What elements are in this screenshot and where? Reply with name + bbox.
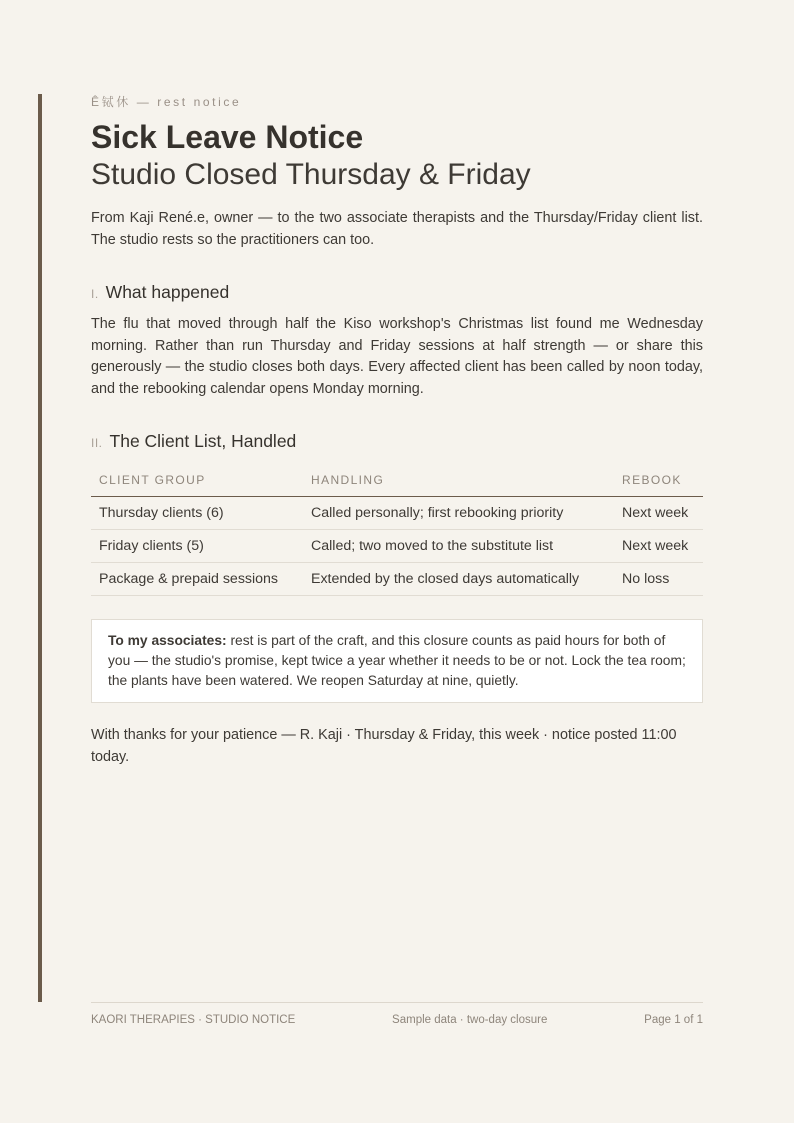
page-footer (91, 1002, 703, 1027)
footer-left: KAORI THERAPIES · STUDIO NOTICE (91, 1014, 296, 1026)
section-body: The flu that moved through half the Kiso workshop's Christmas list found me Wednesday morning. Rather than run Thursday and Friday sessions at half strength — or share this generously — the studio closes both days. Every affected client has been called by noon today, and the rebooking calendar opens Monday morning. (91, 316, 703, 397)
column-header-client-group: CLIENT GROUP (91, 472, 303, 497)
associates-note (91, 619, 703, 703)
signoff: With thanks for your patience — R. Kaji · Thursday & Friday, this week · notice posted 11:00 today. (91, 727, 677, 765)
column-header-handling: HANDLING (303, 472, 614, 497)
note-lead-in: To my associates: (108, 633, 227, 648)
section-number: I. (91, 287, 99, 301)
table-cell: Next week (614, 530, 703, 563)
footer-center: Sample data · two-day closure (392, 1014, 548, 1026)
table-cell: Next week (614, 497, 703, 530)
table-cell: Package & prepaid sessions (91, 563, 303, 596)
table-row (91, 563, 703, 596)
table-header-row (91, 472, 703, 497)
table-row (91, 530, 703, 563)
section-title: The Client List, Handled (109, 431, 297, 451)
kicker: Ê铽休 — rest notice (91, 95, 242, 109)
note-text: rest is part of the craft, and this closure counts as paid hours for both of you — the studio's promise, kept twice a year whether it needs to be or not. Lock the tea room; the plants have been watered. We reopen Saturday at nine, quietly. (108, 633, 686, 688)
section-number: II. (91, 436, 103, 450)
section-title: What happened (105, 282, 230, 302)
lead-paragraph: From Kaji René.e, owner — to the two associate therapists and the Thursday/Friday client list. The studio rests so the practitioners can too. (91, 210, 703, 248)
table-cell: Called personally; first rebooking priority (303, 497, 614, 530)
footer-page-number: Page 1 of 1 (644, 1014, 703, 1026)
client-table (91, 472, 703, 596)
section-heading-what-happened (91, 280, 703, 306)
column-header-rebook: REBOOK (614, 472, 703, 497)
table-cell: No loss (614, 563, 703, 596)
page-title: Sick Leave Notice (91, 119, 364, 155)
left-accent-rule (38, 94, 42, 1002)
table-cell: Extended by the closed days automatically (303, 563, 614, 596)
table-cell: Friday clients (5) (91, 530, 303, 563)
page-subtitle: Studio Closed Thursday & Friday (91, 158, 531, 191)
notice-page (91, 94, 703, 782)
table-row (91, 497, 703, 530)
table-cell: Thursday clients (6) (91, 497, 303, 530)
section-heading-client-list (91, 429, 703, 455)
table-cell: Called; two moved to the substitute list (303, 530, 614, 563)
